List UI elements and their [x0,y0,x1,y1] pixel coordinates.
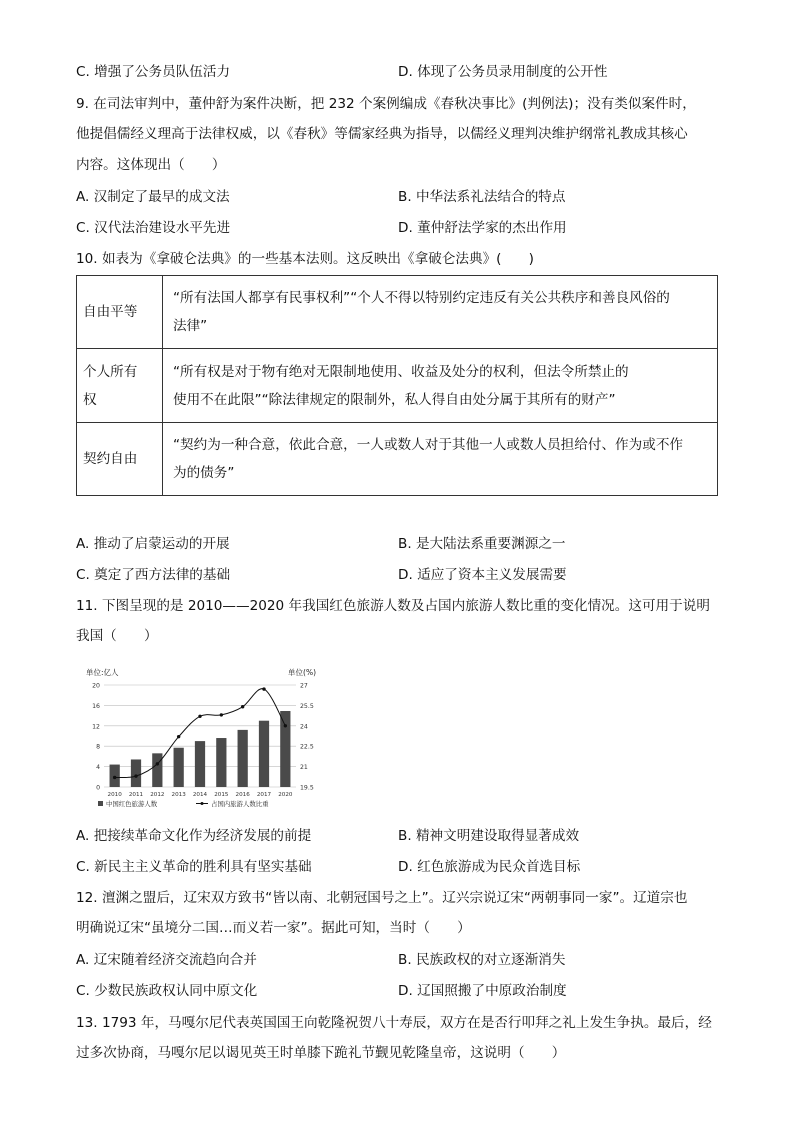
q10-option-a: A. 推动了启蒙运动的开展 [76,536,230,552]
table-row [77,349,718,423]
row-content-line-1: “所有法国人都享有民事权利”“个人不得以特别约定违反有关公共秩序和善良风俗的 [173,290,670,306]
chart-svg [84,663,318,813]
x-tick-label: 2020 [278,792,293,798]
right-axis-unit-label: 单位(%) [288,668,316,677]
x-tick-label: 2013 [171,792,186,798]
table-row-header [77,276,163,349]
line-point [113,776,116,779]
q11-option-c: C. 新民主主义革命的胜利具有坚实基础 [76,859,312,875]
table-row-header [77,349,163,423]
bar [174,748,184,787]
q8-option-d: D. 体现了公务员录用制度的公开性 [398,64,608,80]
left-axis-unit-label: 单位:亿人 [86,668,119,677]
y-right-tick-label: 25.5 [300,702,314,710]
x-tick-label: 2014 [192,792,208,798]
y-left-tick-label: 20 [92,682,100,690]
q9-option-a: A. 汉制定了最早的成文法 [76,189,230,205]
q9-stem-line-2: 他提倡儒经义理高于法律权威，以《春秋》等儒家经典为指导，以儒经义理判决维护纲常礼教成其核心 [76,126,688,142]
q12-stem-line-1: 12. 澶渊之盟后，辽宋双方致书“皆以南、北朝冠国号之上”。辽兴宗说辽宋“两朝事同一家”。辽道宗也 [76,890,688,906]
y-right-tick-label: 21 [300,764,308,772]
q9-option-b: B. 中华法系礼法结合的特点 [398,189,566,205]
q10-option-b: B. 是大陆法系重要渊源之一 [398,536,566,552]
row-content-line-2: 法律” [173,318,208,334]
legend-line-marker [201,802,204,805]
q9-stem-line-3: 内容。这体现出（ ） [76,157,226,173]
table-row-header [77,423,163,496]
q13-stem-line-1: 13. 1793 年，马嘎尔尼代表英国国王向乾隆祝贺八十寿辰，双方在是否行叩拜之礼上发生争执。最后，经 [76,1015,712,1031]
q12-option-a: A. 辽宋随着经济交流趋向合并 [76,952,257,968]
y-right-tick-label: 27 [300,682,308,690]
row-header-line-1: 契约自由 [83,451,138,467]
legend-bar-swatch [98,801,103,806]
line-point [262,687,265,690]
bar [195,741,205,787]
y-left-tick-label: 16 [92,702,100,710]
y-right-tick-label: 22.5 [300,743,314,751]
q9-option-d: D. 董仲舒法学家的杰出作用 [398,220,567,236]
bar [280,711,290,787]
y-right-tick-label: 19.5 [300,784,314,792]
row-header-line-1: 个人所有 [83,363,138,380]
bar [259,721,269,787]
q12-option-d: D. 辽国照搬了中原政治制度 [398,983,567,999]
x-tick-label: 2011 [128,792,144,798]
q11-stem-line-2: 我国（ ） [76,628,158,644]
table-row [77,276,718,349]
q9-stem-line-1: 9. 在司法审判中，董仲舒为案件决断，把 232 个案例编成《春秋决事比》(判例法)；没有类似案件时， [76,96,696,112]
bar [216,738,226,787]
q13-stem-line-2: 过多次协商，马嘎尔尼以谒见英王时单膝下跪礼节觐见乾隆皇帝，这说明（ ） [76,1045,566,1061]
legend-bar-label: 中国红色旅游人数 [106,800,158,808]
table-row-content [163,349,718,423]
row-header-line-2: 权 [83,391,97,408]
line-point [284,724,287,727]
x-tick-label: 2017 [256,792,272,798]
q11-option-a: A. 把接续革命文化作为经济发展的前提 [76,828,312,844]
bar [238,730,248,787]
table-row-content [163,276,718,349]
line-point [156,762,159,765]
x-tick-label: 2012 [150,792,165,798]
line-point [220,713,223,716]
legend-line-label: 占国内旅游人数比重 [211,800,269,808]
q11-option-d: D. 红色旅游成为民众首选目标 [398,859,581,875]
red-tourism-chart [84,663,318,813]
q12-stem-line-2: 明确说辽宋“虽境分二国…而义若一家”。据此可知，当时（ ） [76,920,471,936]
row-content-line-1: “契约为一种合意，依此合意，一人或数人对于其他一人或数人员担给付、作为或不作 [173,437,684,453]
q12-option-b: B. 民族政权的对立逐渐消失 [398,952,566,968]
line-point [198,715,201,718]
row-header-line-1: 自由平等 [83,304,138,320]
q10-option-c: C. 奠定了西方法律的基础 [76,567,231,583]
q11-option-b: B. 精神文明建设取得显著成效 [398,828,580,844]
q9-option-c: C. 汉代法治建设水平先进 [76,220,231,236]
x-tick-label: 2010 [107,792,122,798]
q8-option-c: C. 增强了公务员队伍活力 [76,64,231,80]
q10-option-d: D. 适应了资本主义发展需要 [398,567,567,583]
table-row [77,423,718,496]
row-content-line-2: 为的债务” [173,465,235,481]
x-tick-label: 2016 [235,792,250,798]
line-point [134,774,137,777]
table-row-content [163,423,718,496]
y-left-tick-label: 0 [96,784,100,792]
row-content-line-1: “所有权是对于物有绝对无限制地使用、收益及处分的权利，但法令所禁止的 [173,363,629,380]
y-left-tick-label: 4 [96,764,100,772]
line-point [241,705,244,708]
x-tick-label: 2015 [214,792,229,798]
y-left-tick-label: 12 [92,723,100,731]
q11-stem-line-1: 11. 下图呈现的是 2010——2020 年我国红色旅游人数及占国内旅游人数比重的变化情况。这可用于说明 [76,598,710,614]
y-right-tick-label: 24 [300,723,308,731]
q10-stem: 10. 如表为《拿破仑法典》的一些基本法则。这反映出《拿破仑法典》( ) [76,251,534,267]
line-point [177,735,180,738]
bar [152,753,162,787]
bar [131,759,141,787]
y-left-tick-label: 8 [96,743,100,751]
q12-option-c: C. 少数民族政权认同中原文化 [76,983,258,999]
napoleon-code-table [76,275,718,496]
row-content-line-2: 使用不在此限”“除法律规定的限制外，私人得自由处分属于其所有的财产” [173,391,616,408]
